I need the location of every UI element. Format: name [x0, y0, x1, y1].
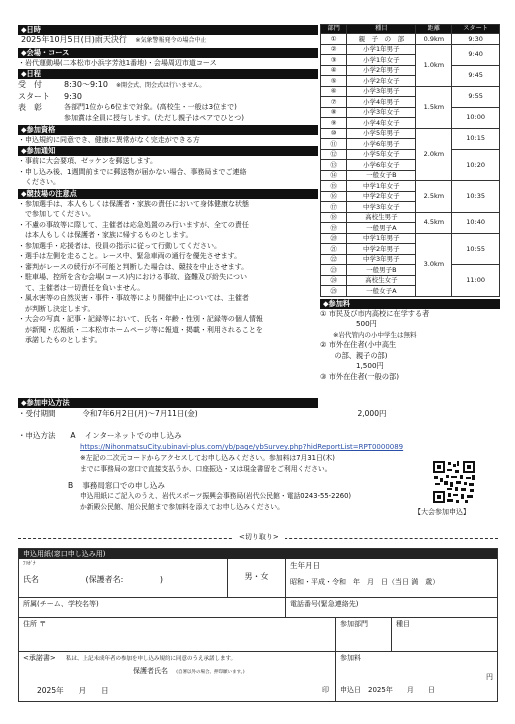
fee-line: ② 市外在住者(小中高生 [320, 340, 397, 349]
cell-event: 小学2年男子 [347, 65, 416, 76]
cell-start: 9:45 [452, 65, 500, 86]
cell-start: 10:40 [452, 212, 500, 233]
cell-no: ② [321, 44, 347, 55]
cell-event: 一般男子B [347, 265, 416, 276]
cell-start: 9:55 [452, 86, 500, 107]
cell-event: 小学2年女子 [347, 76, 416, 87]
parent-line [23, 667, 331, 676]
cell-no: ① [321, 34, 347, 45]
name-label: 氏名 [23, 575, 39, 585]
guardian-close: ) [159, 575, 164, 585]
consent-text: 私は、上記未成年者の参加を申し込み規約に同意のうえ承諾します。 [65, 656, 237, 662]
method-b-text: 事務局窓口での申し込み [82, 481, 165, 490]
race-schedule-table [320, 24, 500, 297]
birthdate-field[interactable] [285, 559, 497, 597]
cut-line [18, 533, 498, 543]
cell-no: ⑰ [321, 202, 347, 213]
table-row [321, 128, 500, 139]
qr-code-icon[interactable] [432, 460, 476, 504]
qr-caption: 【大会参加申込】 [414, 508, 470, 516]
cell-event: 小学5年男子 [347, 128, 416, 139]
cell-distance: 2.0km [416, 128, 452, 181]
caution-line: が判断し決定します。 [18, 304, 95, 313]
schedule-value: 各部門1位から6位まで対象。(高校生・一般は3位まで) [64, 103, 237, 111]
furigana-label: ﾌﾘｶﾞﾅ [23, 561, 36, 567]
cell-no: ⑲ [321, 223, 347, 234]
method-a-label: A [70, 431, 76, 440]
cell-distance: 1.5km [416, 86, 452, 128]
fee-line: の部、親子の部) [320, 350, 388, 360]
section-fee-heading: ◆参加料 [320, 299, 500, 309]
form-row-address [19, 617, 497, 651]
apply-method-a [18, 430, 498, 441]
cell-event: 中学1年女子 [347, 181, 416, 192]
apply-url-link[interactable]: https://NihonmatsuCity.ubinavi-plus.com/yb/page/ybSurvey.php?hidReportList=RPT0000089 [80, 443, 404, 451]
cell-event: 親 子 の 部 [347, 34, 416, 45]
parent-note: (自署以外の場合、押印願います。) [176, 669, 245, 675]
cell-start: 10:15 [452, 128, 500, 149]
apply-note: ※左記の二次元コードからアクセスしてお申し込みください。参加料は7月31日(木) [80, 454, 335, 462]
cell-event: 小学3年女子 [347, 107, 416, 118]
header-event: 種目 [347, 25, 416, 34]
caution-line: は本人もしくは保護者・家族に帰するものとします。 [18, 231, 193, 239]
cell-no: ④ [321, 65, 347, 76]
cell-event: 一般女子B [347, 170, 416, 181]
cell-no: ㉕ [321, 286, 347, 297]
schedule-key: スタート [18, 92, 50, 101]
cell-no: ㉓ [321, 265, 347, 276]
cell-no: ㉑ [321, 244, 347, 255]
guardian-label: (保護者名: [85, 575, 124, 585]
seal-mark: 印 [322, 685, 329, 694]
section-caution-heading: ◆競技場の注意点 [18, 189, 318, 199]
apply-period-label: ・受付期間 [18, 409, 56, 418]
name-line [23, 575, 223, 585]
cell-no: ⑭ [321, 170, 347, 181]
event-field[interactable]: 種目 [391, 618, 497, 651]
cell-event: 中学3年女子 [347, 202, 416, 213]
table-row [321, 44, 500, 55]
section-eligibility-heading: ◆参加資格 [18, 125, 318, 135]
fee-line: ① 市民及び市内高校に在学する者 [320, 308, 430, 318]
fee-section [320, 299, 500, 383]
cell-distance: 4.5km [416, 212, 452, 233]
dob-label: 生年月日 [290, 561, 320, 570]
table-row [321, 181, 500, 192]
cell-distance: 0.9km [416, 34, 452, 45]
consent-sign-line [23, 686, 331, 696]
table-row [321, 149, 500, 160]
cell-start: 9:40 [452, 44, 500, 65]
section-date-heading: ◆日時 [18, 25, 318, 35]
apply-period [18, 408, 498, 419]
cell-distance: 3.0km [416, 233, 452, 296]
event-date [18, 35, 318, 47]
table-row [321, 34, 500, 45]
cell-event: 一般女子A [347, 286, 416, 297]
fee-line: ③ 市外在住者(一般の部) [320, 371, 400, 381]
consent-heading: <承諾書> [23, 654, 56, 662]
event-date-note: ※気象警報発令の場合中止 [135, 37, 207, 44]
form-row-affiliation [19, 597, 497, 617]
cell-event: 小学6年男子 [347, 139, 416, 150]
cell-event: 中学2年女子 [347, 191, 416, 202]
caution-line: 承諾したものとします。 [18, 336, 102, 344]
gender-field[interactable]: 男・女 [227, 559, 285, 597]
cell-no: ⑦ [321, 97, 347, 108]
form-title: 申込用紙(窓口申し込み用) [19, 549, 497, 559]
section-schedule-heading: ◆日程 [18, 69, 318, 79]
cell-no: ㉒ [321, 254, 347, 265]
schedule-time: 8:30～9:10 [64, 80, 108, 89]
cell-no: ⑨ [321, 118, 347, 129]
caution-line: ・選手は左側を走ること。レース中、緊急車両の通行を優先させます。 [18, 252, 242, 260]
affiliation-field[interactable]: 所属(チーム、学校名等) [23, 600, 99, 608]
cell-no: ⑳ [321, 233, 347, 244]
caution-line: ・風水害等の自然災害・事件・事故等により開催中止については、主催者 [18, 294, 249, 302]
schedule-note: ※開会式、閉会式は行いません。 [115, 82, 206, 89]
table-row [321, 86, 500, 97]
venue-text: ・岩代運動場(二本松市小浜字芳池1番地)・会場周辺市道コース [18, 58, 217, 67]
form-row-consent [19, 651, 497, 701]
dob-era-line: 昭和・平成・令和 年 月 日（当日 満 歳） [290, 578, 440, 587]
cell-event: 中学2年男子 [347, 244, 416, 255]
cell-no: ⑩ [321, 128, 347, 139]
table-row [321, 233, 500, 244]
schedule-value: 9:30 [64, 92, 82, 101]
schedule-row [18, 91, 318, 102]
cell-event: 小学1年女子 [347, 55, 416, 66]
notice-line: ・申し込み後、1週間前までに郵送物が届かない場合、事務局までご連絡 [18, 167, 247, 176]
cell-event: 一般男子A [347, 223, 416, 234]
cell-no: ③ [321, 55, 347, 66]
cell-event: 中学3年男子 [347, 254, 416, 265]
apply-b-line: 申込用紙にご記入のうえ、岩代スポーツ振興会事務局(岩代公民館・電話0243-55-2260) [80, 492, 352, 500]
caution-line: ・参加選手は、本人もしくは保護者・家族の責任において身体健康な状態 [18, 199, 249, 208]
fee-line: ※岩代管内の小中学生は無料 [320, 330, 417, 339]
cell-start: 10:55 [452, 233, 500, 265]
phone-field[interactable]: 電話番号(緊急連絡先) [285, 598, 497, 617]
cell-no: ⑮ [321, 181, 347, 192]
name-field[interactable] [19, 559, 227, 597]
method-a-text: インターネットでの申し込み [84, 431, 182, 440]
cell-no: ⑥ [321, 86, 347, 97]
header-start: スタート [452, 25, 500, 34]
schedule-row [18, 79, 318, 91]
award-note: 参加賞は全員に授与します。(ただし親子はペアでひとつ) [64, 114, 244, 122]
consent-box [19, 652, 335, 701]
category-field[interactable]: 参加部門 [335, 618, 391, 651]
cell-event: 高校生男子 [347, 212, 416, 223]
header-category: 部門 [321, 25, 347, 34]
table-row [321, 265, 500, 276]
caution-line: ・駐車場、控所を含む会場(コース)内における事故、盗難及び紛失につい [18, 273, 247, 281]
schedule-key: 受 付 [18, 80, 42, 89]
cell-event: 小学3年男子 [347, 86, 416, 97]
cell-no: ⑫ [321, 149, 347, 160]
apply-method-label: ・申込方法 [18, 431, 56, 440]
cell-event: 中学1年男子 [347, 233, 416, 244]
application-date[interactable]: 申込日 2025年 月 日 [340, 685, 435, 694]
cell-no: ⑯ [321, 191, 347, 202]
table-header-row [321, 25, 500, 34]
cell-event: 小学5年女子 [347, 149, 416, 160]
section-notice-heading: ◆参加通知 [18, 146, 318, 156]
event-date-text: 2025年10月5日(日)雨天決行 [21, 35, 127, 44]
consent-heading-line [23, 654, 331, 663]
fee-line: 500円 [320, 319, 377, 328]
method-b-label: B [68, 481, 74, 490]
caution-line: で参加してください。 [18, 210, 95, 218]
header-distance: 距離 [416, 25, 452, 34]
fee-line: 1,500円 [320, 361, 384, 370]
schedule-row [18, 102, 318, 113]
cell-event: 小学4年男子 [347, 97, 416, 108]
schedule-column [320, 24, 500, 382]
cell-no: ⑪ [321, 139, 347, 150]
cell-event: 小学6年女子 [347, 160, 416, 171]
eligibility-text: ・申込規約に同意でき、健康に異常がなく完走ができる方 [18, 135, 200, 144]
caution-line: ・参加選手・応援者は、役員の指示に従って行動してください。 [18, 241, 221, 250]
cell-distance: 2.5km [416, 181, 452, 213]
cell-event: 小学1年男子 [347, 44, 416, 55]
caution-line: ・審判がレースの続行が不可能と判断した場合は、競技を中止させます。 [18, 262, 249, 271]
apply-period-value: 令和7年6月2日(月)～7月11日(金) [82, 409, 198, 418]
cell-no: ⑧ [321, 107, 347, 118]
caution-line: ・大会の写真・記事・記録等において、氏名・年齢・性別・記録等の個人情報 [18, 315, 263, 323]
caution-line: て、主催者は一切責任を負いません。 [18, 283, 145, 292]
parent-label: 保護者氏名 [133, 666, 168, 675]
cut-label: <切り取り> [233, 533, 285, 542]
section-venue-heading: ◆会場・コース [18, 48, 318, 58]
consent-date: 2025年 月 日 [37, 685, 109, 695]
cell-start: 9:30 [452, 34, 500, 45]
cell-event: 高校生女子 [347, 275, 416, 286]
table-row [321, 107, 500, 118]
yen-label: 円 [486, 672, 493, 681]
application-form [18, 548, 498, 702]
apply-note: までに事務局の窓口で直接支払うか、口座振込・又は現金書留をご利用ください。 [80, 465, 332, 473]
fee-box [335, 652, 497, 701]
cell-no: ⑤ [321, 76, 347, 87]
application-section [18, 397, 498, 513]
cell-distance: 1.0km [416, 44, 452, 86]
cell-no: ⑬ [321, 160, 347, 171]
fee-label: 参加料 [340, 654, 361, 662]
cell-event: 小学4年女子 [347, 118, 416, 129]
cell-start: 11:00 [452, 265, 500, 297]
form-row-name [19, 559, 497, 597]
schedule-key: 表 彰 [18, 103, 42, 112]
cell-no: ㉔ [321, 275, 347, 286]
table-row [321, 212, 500, 223]
table-row [321, 65, 500, 76]
cell-start: 10:20 [452, 149, 500, 181]
caution-line: が新聞・広報紙・二本松市ホームページ等に報道・掲載・利用されることを [18, 325, 263, 334]
notice-line: ください。 [18, 178, 60, 186]
cell-start: 10:35 [452, 181, 500, 213]
cell-start: 10:00 [452, 107, 500, 128]
apply-url-line [18, 441, 498, 453]
apply-b-line: か新殿公民館、旭公民館まで参加料を添えてお申し込みください。 [80, 503, 284, 511]
fee-line-last: 2,000円 [320, 409, 387, 418]
apply-method-b [18, 480, 498, 491]
notice-line: ・事前に大会要項、ゼッケンを郵送します。 [18, 157, 157, 165]
schedule-value [64, 79, 318, 91]
address-field[interactable]: 住所 〒 [23, 620, 47, 628]
caution-line: ・不慮の事故等に際して、主催者は応急処置のみ行いますが、全ての責任 [18, 220, 249, 229]
section-apply-heading: ◆参加申込方法 [18, 398, 318, 408]
cell-no: ⑱ [321, 212, 347, 223]
